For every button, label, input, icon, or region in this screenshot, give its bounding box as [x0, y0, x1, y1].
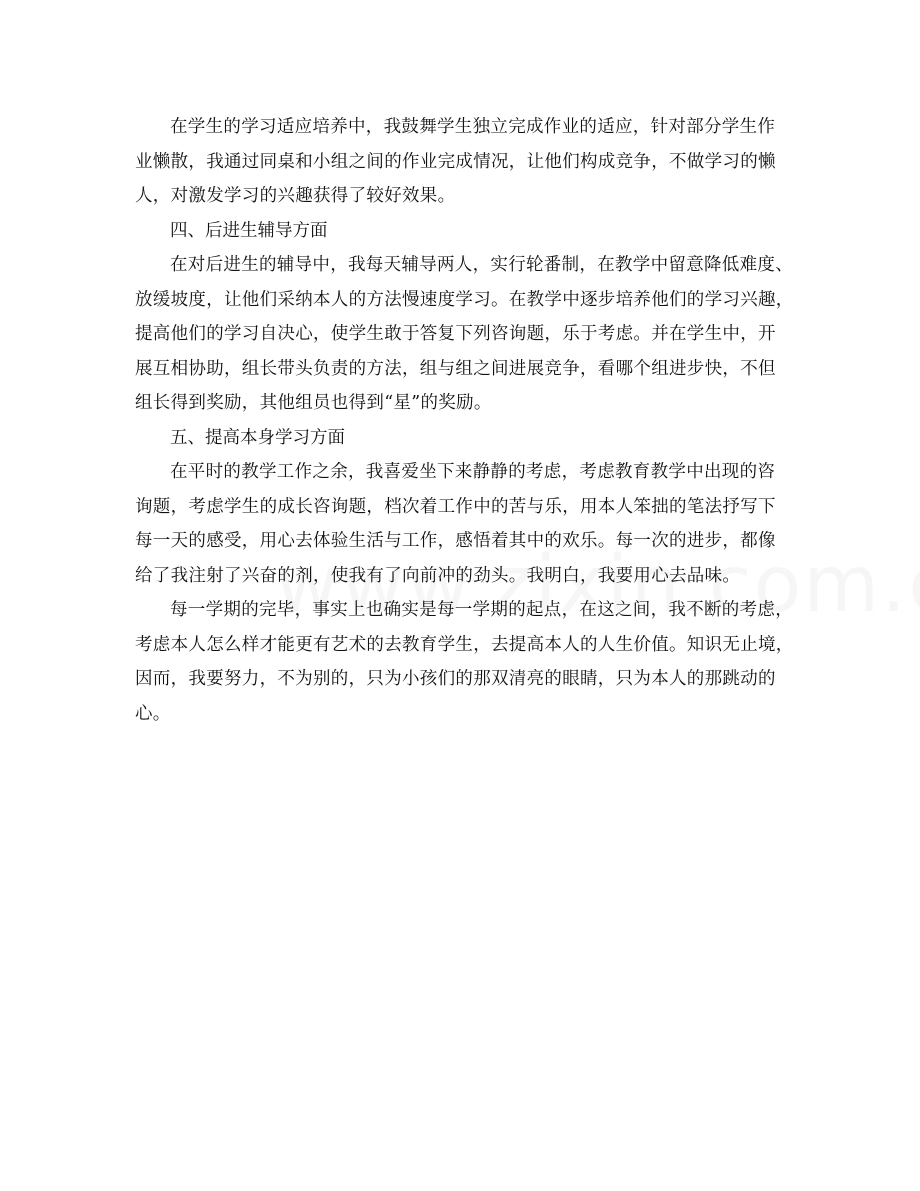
text-line: 组长得到奖励，其他组员也得到“星”的奖励。 — [135, 393, 492, 413]
text-line: 每一学期的完毕，事实上也确实是每一学期的起点，在这之间，我不断的考虑， — [170, 600, 793, 620]
text-line: 提高他们的学习自决心，使学生敢于答复下列咨询题，乐于考虑。并在学生中，开 — [135, 324, 776, 344]
text-line: 考虑本人怎么样才能更有艺术的去教育学生，去提高本人的人生价值。知识无止境， — [135, 634, 794, 655]
document-page — [135, 110, 794, 731]
text-line: 人，对激发学习的兴趣获得了较好效果。 — [135, 186, 456, 206]
section-heading-4: 四、后进生辅导方面 — [170, 220, 328, 241]
paragraph-homework-habits — [135, 110, 785, 214]
text-line: 心。 — [135, 703, 171, 724]
text-line: 展互相协助，组长带头负责的方法，组与组之间进展竞争，看哪个组进步快，不但 — [135, 358, 776, 379]
text-line: 给了我注射了兴奋的剂，使我有了向前冲的劲头。我明白，我要用心去品味。 — [135, 565, 741, 586]
text-line: 放缓坡度，让他们采纳本人的方法慢速度学习。在教学中逐步培养他们的学习兴趣， — [135, 289, 794, 310]
text-line: 在学生的学习适应培养中，我鼓舞学生独立完成作业的适应，针对部分学生作 — [170, 117, 776, 137]
text-line: 因而，我要努力，不为别的，只为小孩们的那双清亮的眼睛，只为本人的那跳动的 — [135, 669, 776, 689]
paragraph-conclusion — [135, 593, 794, 731]
text-line: 在对后进生的辅导中，我每天辅导两人，实行轮番制，在教学中留意降低难度、 — [170, 255, 793, 275]
paragraph-self-improvement — [135, 455, 785, 593]
section-heading-5: 五、提高本身学习方面 — [170, 427, 345, 448]
text-line: 业懒散，我通过同桌和小组之间的作业完成情况，让他们构成竞争，不做学习的懒 — [135, 151, 776, 172]
text-line: 每一天的感受，用心去体验生活与工作，感悟着其中的欢乐。每一次的进步，都像 — [135, 531, 776, 551]
paragraph-tutoring — [135, 248, 794, 421]
text-line: 在平时的教学工作之余，我喜爱坐下来静静的考虑，考虑教育教学中出现的咨 — [170, 462, 776, 482]
text-line: 询题，考虑学生的成长咨询题，档次着工作中的苦与乐，用本人笨拙的笔法抒写下 — [135, 496, 776, 517]
